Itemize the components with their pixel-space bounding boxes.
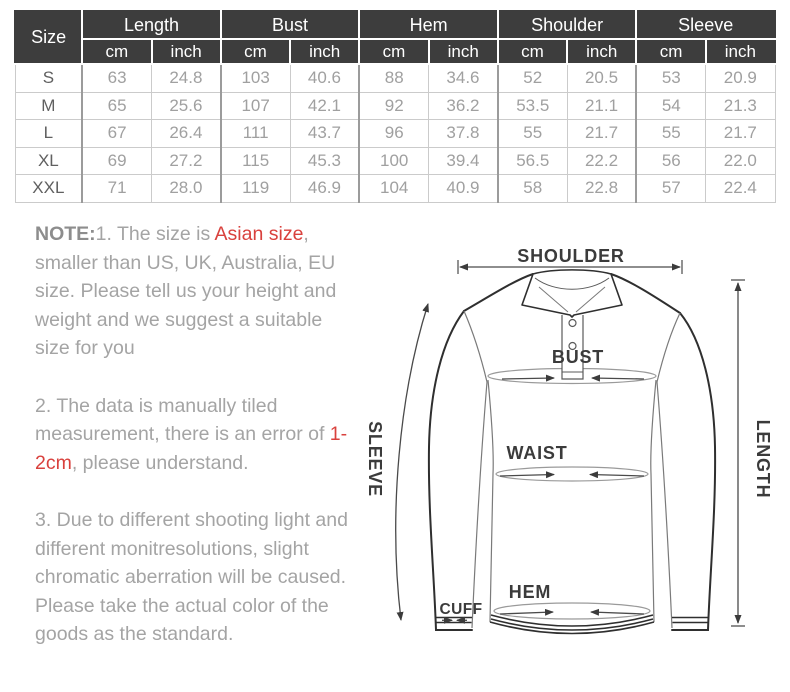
shirt-diagram-svg bbox=[350, 212, 790, 692]
value-cell: 22.2 bbox=[567, 147, 636, 175]
note-text: 1. The size is bbox=[95, 223, 215, 245]
value-cell: 36.2 bbox=[429, 92, 498, 120]
value-cell: 42.1 bbox=[290, 92, 359, 120]
length-arrow bbox=[731, 280, 745, 626]
value-cell: 28.0 bbox=[152, 175, 221, 203]
unit-header-inch: inch bbox=[290, 39, 359, 64]
unit-header-inch: inch bbox=[706, 39, 775, 64]
value-cell: 53 bbox=[636, 64, 705, 92]
shirt-measurement-diagram bbox=[350, 212, 790, 692]
value-cell: 22.4 bbox=[706, 175, 775, 203]
note-highlight-asian-size: Asian size bbox=[214, 223, 304, 245]
waist-label: WAIST bbox=[506, 443, 568, 463]
value-cell: 55 bbox=[636, 120, 705, 148]
group-header-length: Length bbox=[82, 11, 221, 39]
size-chart-table bbox=[14, 10, 776, 203]
table-row-m bbox=[15, 92, 775, 120]
unit-header-cm: cm bbox=[221, 39, 290, 64]
unit-header-inch: inch bbox=[152, 39, 221, 64]
value-cell: 96 bbox=[359, 120, 428, 148]
value-cell: 21.3 bbox=[706, 92, 775, 120]
size-cell: XL bbox=[15, 147, 82, 175]
value-cell: 34.6 bbox=[429, 64, 498, 92]
value-cell: 65 bbox=[82, 92, 151, 120]
sleeve-label: SLEEVE bbox=[365, 421, 385, 497]
size-cell: L bbox=[15, 120, 82, 148]
value-cell: 22.8 bbox=[567, 175, 636, 203]
unit-header-cm: cm bbox=[636, 39, 705, 64]
note-paragraph-2 bbox=[35, 392, 357, 478]
value-cell: 100 bbox=[359, 147, 428, 175]
cuff-label: CUFF bbox=[439, 601, 483, 618]
hem-label: HEM bbox=[508, 582, 552, 602]
note-text: 3. Due to different shooting light and different monitresolutions, slight chromatic aberration will be caused. Please take the actual color of the goods as the standard. bbox=[35, 509, 348, 645]
value-cell: 52 bbox=[498, 64, 567, 92]
value-cell: 20.9 bbox=[706, 64, 775, 92]
right-sleeve bbox=[657, 313, 715, 630]
value-cell: 69 bbox=[82, 147, 151, 175]
note-text: , smaller than US, UK, Australia, EU size. Please tell us your height and weight and we suggest a suitable size for you bbox=[35, 223, 337, 359]
value-cell: 43.7 bbox=[290, 120, 359, 148]
value-cell: 58 bbox=[498, 175, 567, 203]
size-cell: XXL bbox=[15, 175, 82, 203]
value-cell: 71 bbox=[82, 175, 151, 203]
table-row-xl bbox=[15, 147, 775, 175]
value-cell: 111 bbox=[221, 120, 290, 148]
value-cell: 22.0 bbox=[706, 147, 775, 175]
value-cell: 54 bbox=[636, 92, 705, 120]
value-cell: 21.7 bbox=[567, 120, 636, 148]
value-cell: 57 bbox=[636, 175, 705, 203]
unit-header-cm: cm bbox=[498, 39, 567, 64]
note-highlight-tolerance: 1-2cm bbox=[35, 423, 348, 474]
value-cell: 20.5 bbox=[567, 64, 636, 92]
group-header-shoulder: Shoulder bbox=[498, 11, 637, 39]
group-header-hem: Hem bbox=[359, 11, 498, 39]
size-cell: M bbox=[15, 92, 82, 120]
value-cell: 63 bbox=[82, 64, 151, 92]
value-cell: 21.1 bbox=[567, 92, 636, 120]
value-cell: 67 bbox=[82, 120, 151, 148]
unit-header-cm: cm bbox=[82, 39, 151, 64]
bust-label: BUST bbox=[551, 347, 605, 367]
button-top bbox=[569, 320, 576, 327]
value-cell: 88 bbox=[359, 64, 428, 92]
length-label: LENGTH bbox=[753, 419, 773, 499]
shoulder-label: SHOULDER bbox=[517, 246, 625, 266]
note-text: 2. The data is manually tiled measurement, there is an error of bbox=[35, 394, 330, 445]
value-cell: 56 bbox=[636, 147, 705, 175]
value-cell: 107 bbox=[221, 92, 290, 120]
note-paragraph-1 bbox=[35, 220, 357, 363]
value-cell: 46.9 bbox=[290, 175, 359, 203]
value-cell: 119 bbox=[221, 175, 290, 203]
value-cell: 56.5 bbox=[498, 147, 567, 175]
unit-header-cm: cm bbox=[359, 39, 428, 64]
value-cell: 25.6 bbox=[152, 92, 221, 120]
value-cell: 55 bbox=[498, 120, 567, 148]
left-sleeve bbox=[429, 311, 487, 630]
value-cell: 21.7 bbox=[706, 120, 775, 148]
value-cell: 53.5 bbox=[498, 92, 567, 120]
value-cell: 115 bbox=[221, 147, 290, 175]
value-cell: 39.4 bbox=[429, 147, 498, 175]
notes-section bbox=[35, 220, 357, 678]
value-cell: 24.8 bbox=[152, 64, 221, 92]
group-header-bust: Bust bbox=[221, 11, 360, 39]
value-cell: 40.6 bbox=[290, 64, 359, 92]
note-paragraph-3 bbox=[35, 506, 357, 649]
table-row-l bbox=[15, 120, 775, 148]
table-row-s bbox=[15, 64, 775, 92]
unit-header-inch: inch bbox=[429, 39, 498, 64]
table-row-xxl bbox=[15, 175, 775, 203]
sleeve-curve-arrow bbox=[396, 304, 428, 620]
value-cell: 103 bbox=[221, 64, 290, 92]
value-cell: 26.4 bbox=[152, 120, 221, 148]
value-cell: 45.3 bbox=[290, 147, 359, 175]
value-cell: 37.8 bbox=[429, 120, 498, 148]
value-cell: 27.2 bbox=[152, 147, 221, 175]
size-cell: S bbox=[15, 64, 82, 92]
group-header-sleeve: Sleeve bbox=[636, 11, 775, 39]
value-cell: 104 bbox=[359, 175, 428, 203]
value-cell: 92 bbox=[359, 92, 428, 120]
unit-header-inch: inch bbox=[567, 39, 636, 64]
value-cell: 40.9 bbox=[429, 175, 498, 203]
note-label: NOTE: bbox=[35, 223, 96, 245]
note-text: , please understand. bbox=[71, 451, 249, 474]
size-column-header: Size bbox=[15, 11, 82, 64]
